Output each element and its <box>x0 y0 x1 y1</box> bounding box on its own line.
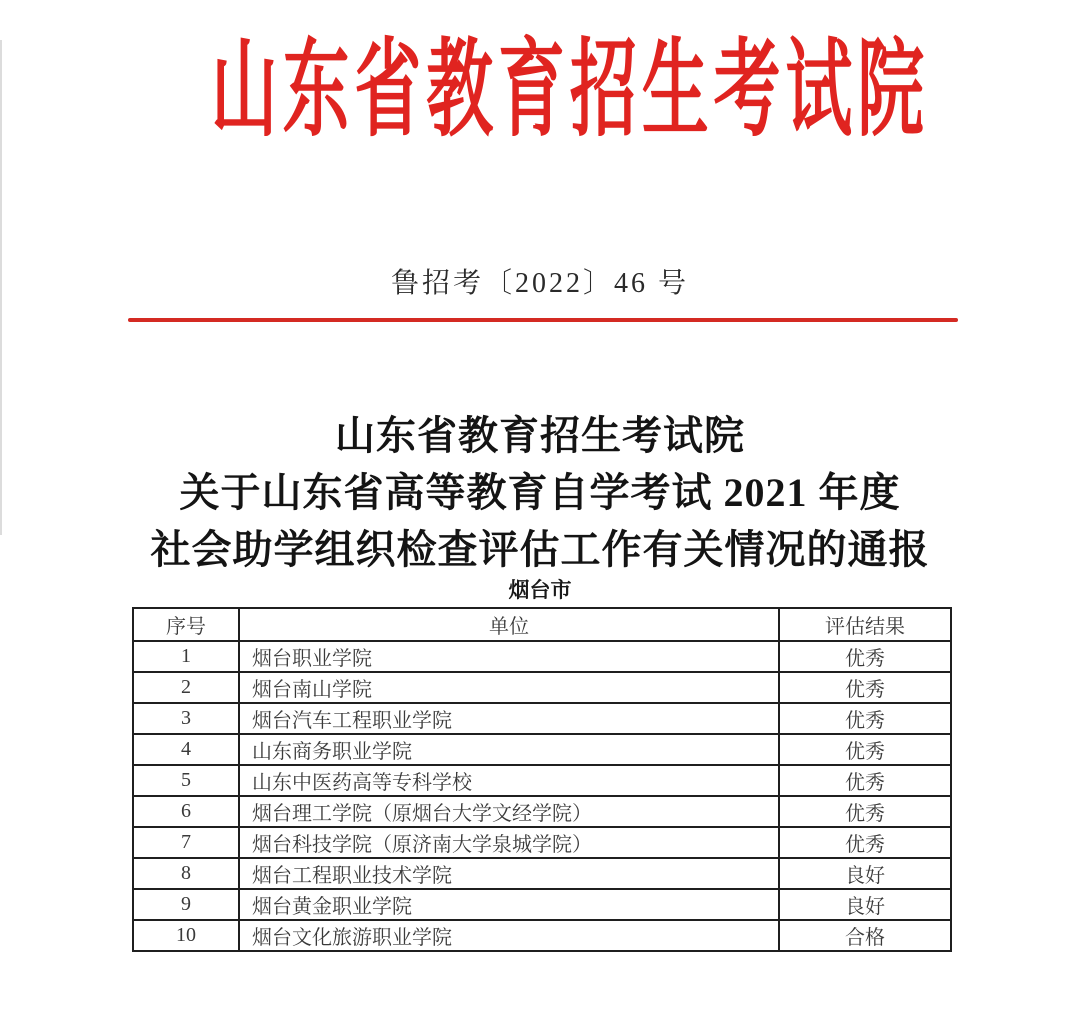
cell-unit: 烟台汽车工程职业学院 <box>239 703 779 734</box>
cell-no: 2 <box>133 672 239 703</box>
table-header <box>133 608 951 641</box>
table-row <box>133 765 951 796</box>
header-cell-unit: 单位 <box>239 608 779 641</box>
masthead-title: 山东省教育招生考试院 <box>210 32 930 149</box>
cell-no: 5 <box>133 765 239 796</box>
header-cell-result: 评估结果 <box>779 608 951 641</box>
cell-unit: 烟台科技学院（原济南大学泉城学院） <box>239 827 779 858</box>
cell-unit: 烟台黄金职业学院 <box>239 889 779 920</box>
table-body <box>133 641 951 951</box>
cell-result: 优秀 <box>779 641 951 672</box>
cell-result: 合格 <box>779 920 951 951</box>
evaluation-results-table <box>132 607 952 952</box>
cell-result: 优秀 <box>779 734 951 765</box>
cell-no: 7 <box>133 827 239 858</box>
table-row <box>133 858 951 889</box>
section-label-city: 烟台市 <box>508 579 572 602</box>
red-divider-line <box>128 318 958 322</box>
cell-result: 优秀 <box>779 703 951 734</box>
cell-no: 9 <box>133 889 239 920</box>
cell-result: 良好 <box>779 858 951 889</box>
table-header-row <box>133 608 951 641</box>
document-title <box>0 407 1080 578</box>
table-row <box>133 920 951 951</box>
table-row <box>133 796 951 827</box>
cell-result: 优秀 <box>779 827 951 858</box>
cell-result: 优秀 <box>779 796 951 827</box>
cell-unit: 烟台文化旅游职业学院 <box>239 920 779 951</box>
cell-unit: 烟台职业学院 <box>239 641 779 672</box>
cell-result: 良好 <box>779 889 951 920</box>
document-title-line-2: 关于山东省高等教育自学考试 2021 年度 <box>179 470 901 515</box>
table-row <box>133 827 951 858</box>
table-row <box>133 641 951 672</box>
table-row <box>133 672 951 703</box>
red-masthead <box>0 22 1080 160</box>
document-title-line-1: 山东省教育招生考试院 <box>335 413 745 458</box>
cell-result: 优秀 <box>779 672 951 703</box>
cell-unit: 山东商务职业学院 <box>239 734 779 765</box>
cell-unit: 烟台工程职业技术学院 <box>239 858 779 889</box>
document-title-line-3: 社会助学组织检查评估工作有关情况的通报 <box>150 527 930 572</box>
cell-no: 3 <box>133 703 239 734</box>
table-row <box>133 703 951 734</box>
table-row <box>133 889 951 920</box>
cell-unit: 烟台南山学院 <box>239 672 779 703</box>
cell-no: 4 <box>133 734 239 765</box>
cell-unit: 山东中医药高等专科学校 <box>239 765 779 796</box>
cell-no: 8 <box>133 858 239 889</box>
cell-no: 6 <box>133 796 239 827</box>
cell-no: 10 <box>133 920 239 951</box>
document-number: 鲁招考〔2022〕46 号 <box>390 268 689 299</box>
cell-result: 优秀 <box>779 765 951 796</box>
table-row <box>133 734 951 765</box>
header-cell-no: 序号 <box>133 608 239 641</box>
cell-no: 1 <box>133 641 239 672</box>
cell-unit: 烟台理工学院（原烟台大学文经学院） <box>239 796 779 827</box>
